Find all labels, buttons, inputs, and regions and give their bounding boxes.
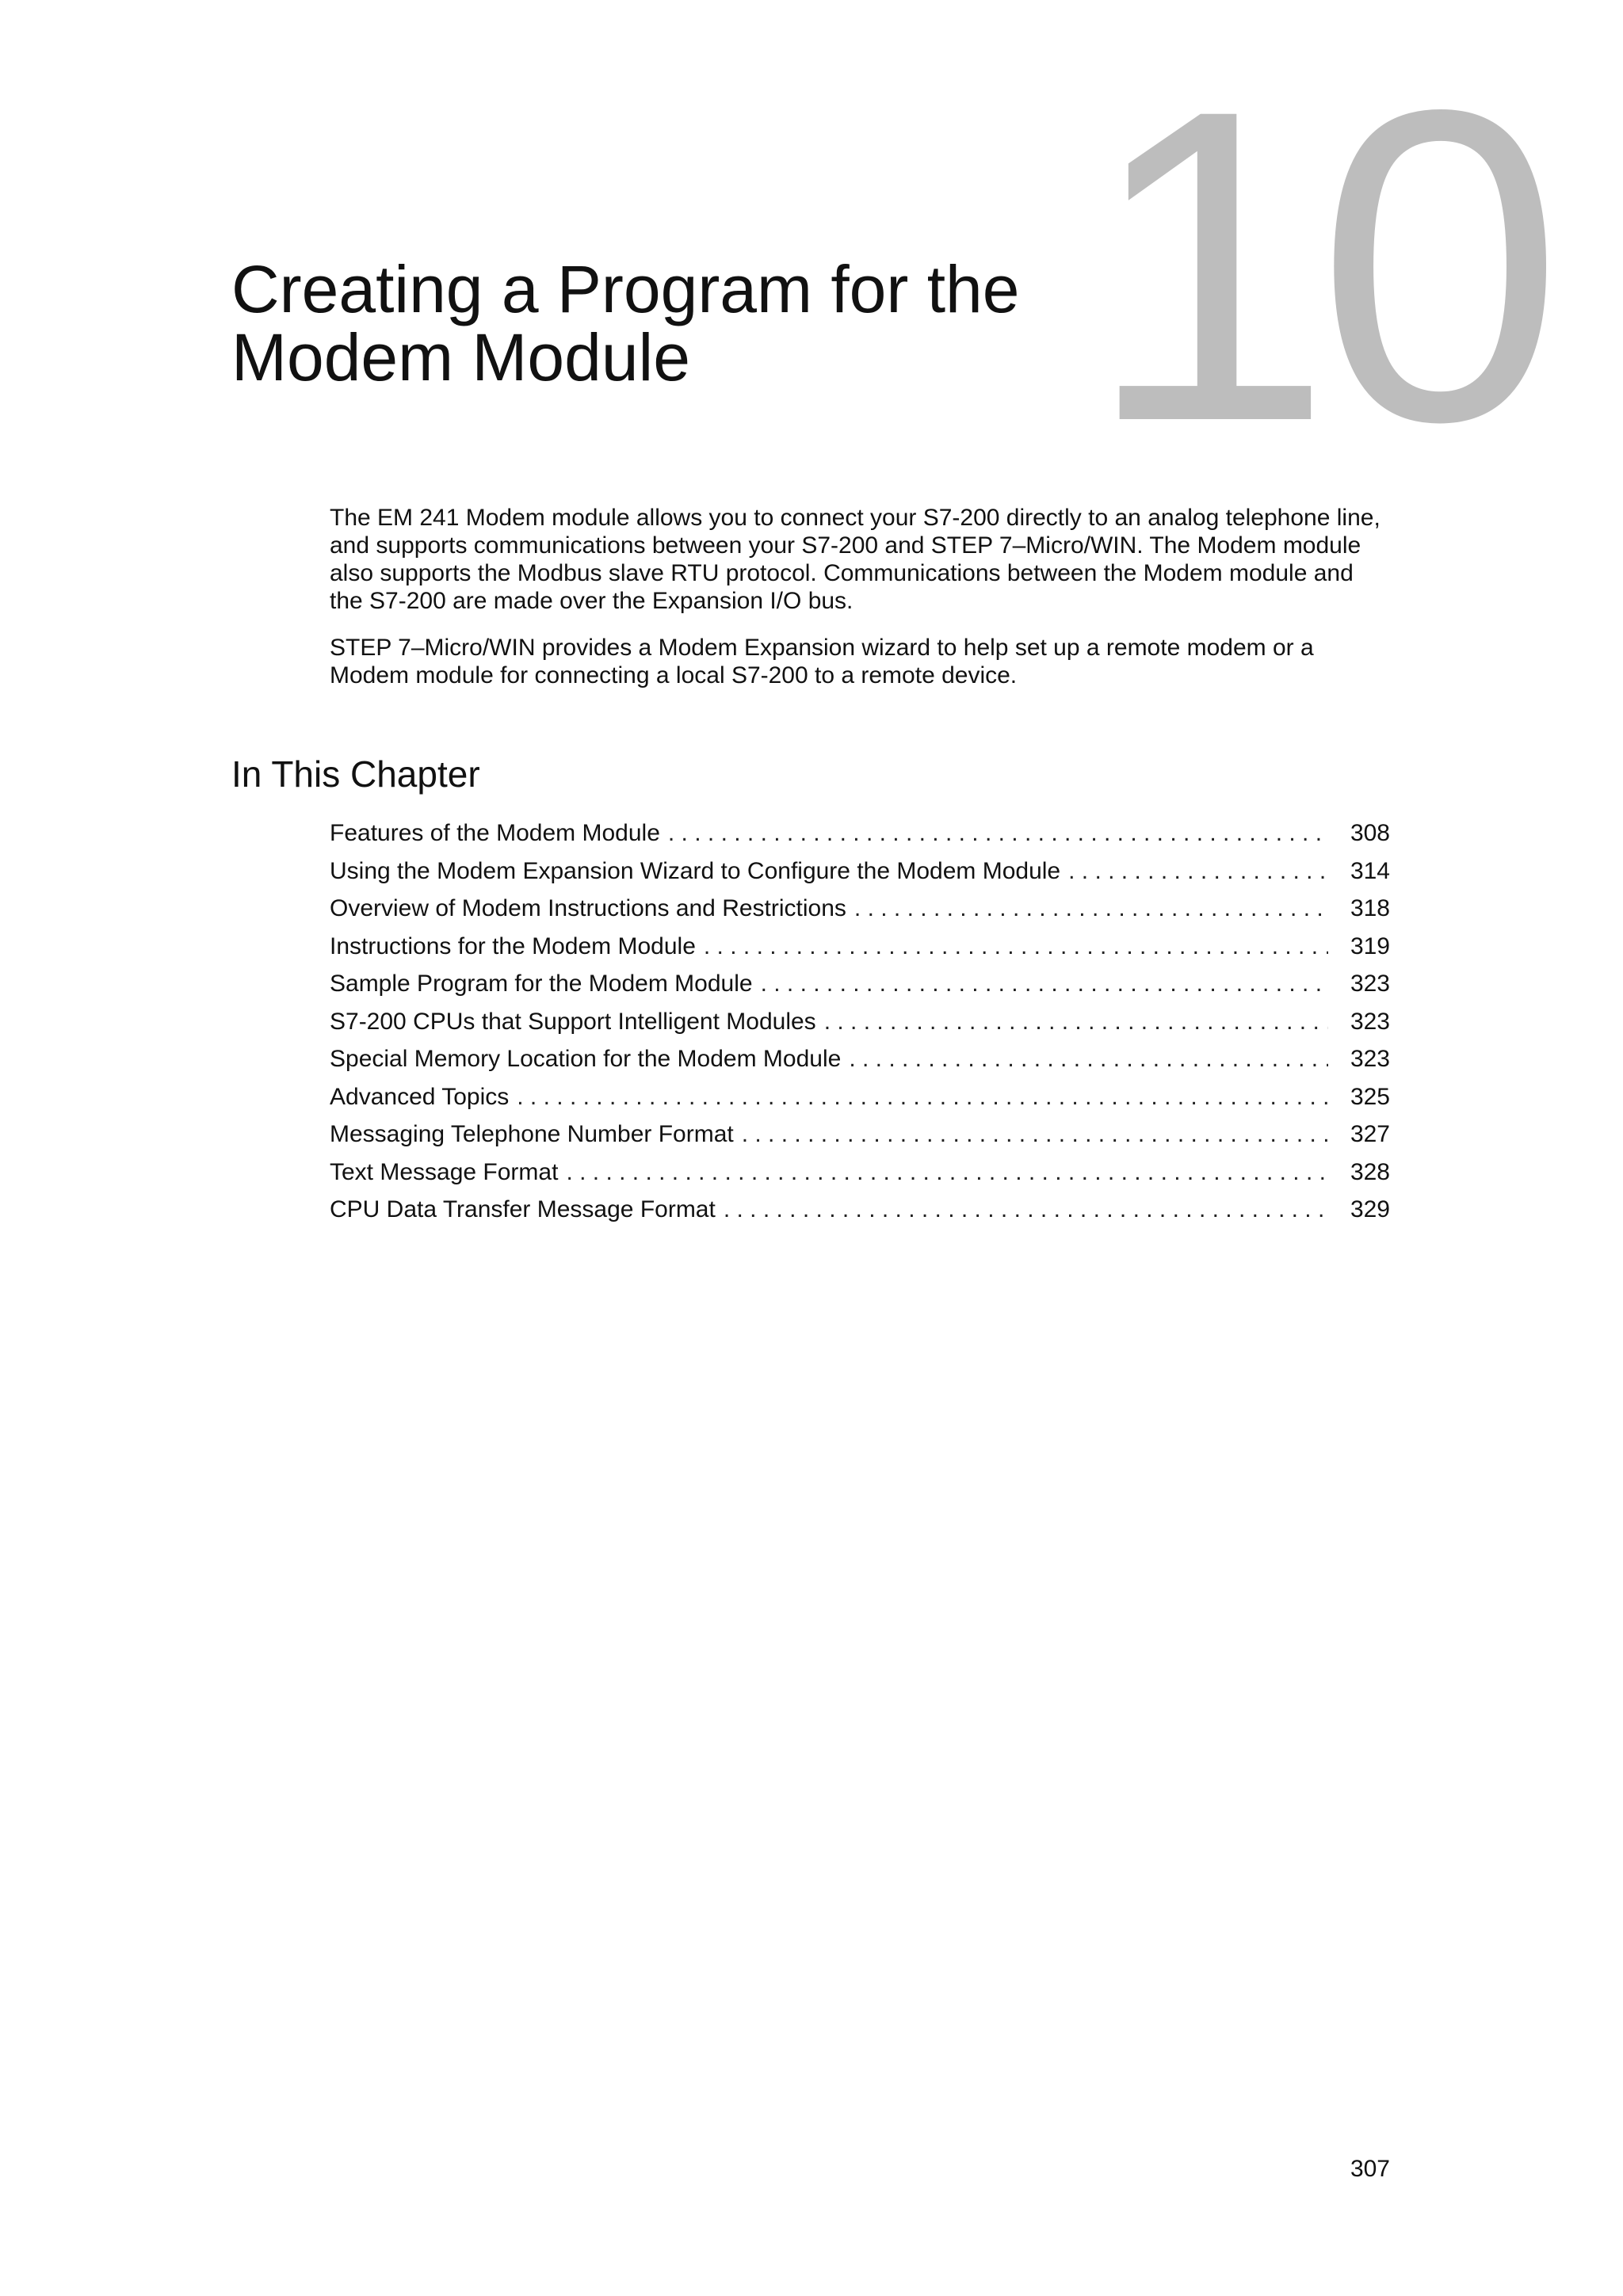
toc-entry[interactable] [330,894,1390,933]
toc-entry-title: Special Memory Location for the Modem Module [330,1046,842,1072]
toc-entry-title: Features of the Modem Module [330,820,660,846]
toc-entry[interactable] [330,1120,1390,1158]
toc-entry-title: CPU Data Transfer Message Format [330,1196,716,1222]
toc-entry[interactable] [330,1045,1390,1083]
toc-dot-leader [1068,857,1328,885]
toc-dot-leader [824,1008,1328,1035]
toc-entry-title: Advanced Topics [330,1083,510,1110]
toc-entry-title: Sample Program for the Modem Module [330,971,753,997]
toc-dot-leader [724,1196,1328,1223]
toc-dot-leader [566,1158,1328,1186]
toc-entry-page: 323 [1350,971,1390,997]
chapter-title: Creating a Program for the Modem Module [231,252,1020,395]
toc-entry-title: Text Message Format [330,1158,559,1185]
toc-entry-page: 308 [1350,820,1390,846]
toc-entry[interactable] [330,933,1390,971]
toc-entry[interactable] [330,857,1390,895]
toc-dot-leader [517,1083,1328,1111]
toc-dot-leader [742,1120,1328,1148]
intro-paragraph: The EM 241 Modem module allows you to connect your S7-200 directly to an analog telephone line, and supports communications between your S7-200 and STEP 7–Micro/WIN. The Modem module also supports the Modbus slave RTU protocol. Communications between the Modem module and the S7-200 are made over the Expansion I/O bus. [330,505,1381,614]
toc-entry-title: Instructions for the Modem Module [330,933,696,959]
toc-entry[interactable] [330,819,1390,857]
toc-entry-page: 323 [1350,1046,1390,1072]
toc-entry-title: Overview of Modem Instructions and Restrictions [330,895,846,921]
toc-entry[interactable] [330,1196,1390,1234]
toc-entry-page: 323 [1350,1008,1390,1035]
toc-entry-page: 327 [1350,1121,1390,1147]
toc-entry-title: S7-200 CPUs that Support Intelligent Modules [330,1008,816,1035]
toc-dot-leader [854,894,1328,922]
toc-dot-leader [761,970,1328,997]
toc-entry[interactable] [330,1008,1390,1046]
toc-entry-page: 318 [1350,895,1390,921]
chapter-number: 10 [1086,17,1548,513]
intro-paragraph: STEP 7–Micro/WIN provides a Modem Expansion wizard to help set up a remote modem or a Modem module for connecting a local S7-200 to a remote device. [330,635,1314,688]
toc-dot-leader [704,933,1328,960]
page-number: 307 [1350,2156,1390,2182]
toc-entry-page: 328 [1350,1158,1390,1185]
toc-dot-leader [668,819,1328,847]
toc-entry-page: 325 [1350,1083,1390,1110]
toc-entry[interactable] [330,1083,1390,1121]
toc-entry-title: Messaging Telephone Number Format [330,1121,734,1147]
toc-entry-page: 329 [1350,1196,1390,1222]
intro-section [330,504,1392,708]
section-heading: In This Chapter [231,753,480,795]
toc-entry[interactable] [330,970,1390,1008]
toc-entry-page: 319 [1350,933,1390,959]
toc-dot-leader [849,1045,1328,1073]
toc-entry-title: Using the Modem Expansion Wizard to Configure the Modem Module [330,857,1061,884]
toc-entry[interactable] [330,1158,1390,1196]
toc-entry-page: 314 [1350,857,1390,884]
table-of-contents [330,819,1390,1234]
